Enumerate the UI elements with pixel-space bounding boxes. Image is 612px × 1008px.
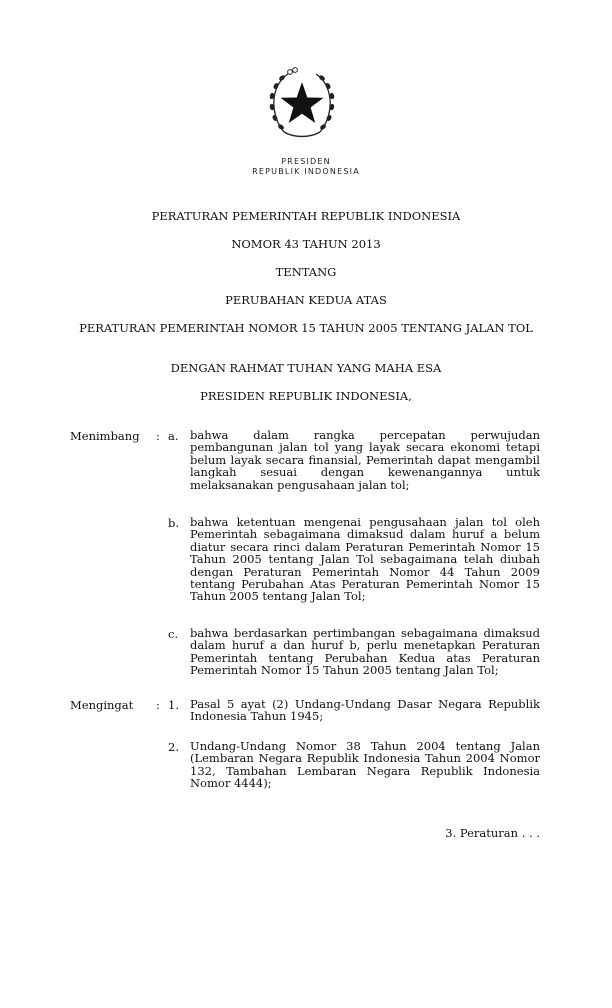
regulation-subject-2: PERATURAN PEMERINTAH NOMOR 15 TAHUN 2005 TENTANG JALAN TOL (79, 321, 533, 335)
regulation-type: PERATURAN PEMERINTAH REPUBLIK INDONESIA (151, 209, 461, 223)
regulation-subject-1: PERUBAHAN KEDUA ATAS (225, 293, 387, 307)
menimbang-item-a-marker: a. (168, 429, 179, 443)
letterhead-republik: REPUBLIK INDONESIA (252, 167, 360, 176)
page-continuation: 3. Peraturan . . . (445, 826, 540, 840)
menimbang-item-b-marker: b. (168, 516, 180, 530)
menimbang-colon: : (156, 429, 160, 443)
menimbang-item-a-text: bahwa dalam rangka percepatan perwujudan pembangunan jalan tol yang layak secara ekonomi tetapi belum layak secara finansial, Pemerintah dapat mengambil langkah sesuai dengan kewenangannya untuk melaksanakan pengusahaan jalan tol; (190, 428, 540, 492)
menimbang-label: Menimbang (70, 429, 140, 443)
mengingat-label: Mengingat (70, 698, 134, 712)
regulation-number: NOMOR 43 TAHUN 2013 (231, 237, 381, 251)
menimbang-item-c-text: bahwa berdasarkan pertimbangan sebagaimana dimaksud dalam huruf a dan huruf b, perlu menetapkan Peraturan Pemerintah tentang Perubahan Kedua atas Peraturan Pemerintah Nomor 15 Tahun 2005 tentang Jalan Tol; (190, 626, 540, 678)
preamble-president: PRESIDEN REPUBLIK INDONESIA, (200, 389, 412, 403)
letterhead-presiden: PRESIDEN (281, 157, 331, 166)
mengingat-item-2-text: Undang-Undang Nomor 38 Tahun 2004 tentang Jalan (Lembaran Negara Republik Indonesia Tahun 2004 Nomor 132, Tambahan Lembaran Negara Republik Indonesia Nomor 4444); (190, 739, 540, 791)
menimbang-item-c-marker: c. (168, 627, 179, 641)
mengingat-item-2-marker: 2. (168, 740, 179, 754)
menimbang-item-b-text: bahwa ketentuan mengenai pengusahaan jalan tol oleh Pemerintah sebagaimana dimaksud dalam huruf a belum diatur secara rinci dalam Peraturan Pemerintah Nomor 15 Tahun 2005 tentang Jalan Tol sebagaimana telah diubah dengan Peraturan Pemerintah Nomor 44 Tahun 2009 tentang Perubahan Atas Peraturan Pemerintah Nomor 15 Tahun 2005 tentang Jalan Tol; (190, 515, 540, 604)
garuda-star-emblem-icon (262, 66, 342, 142)
regulation-tentang: TENTANG (275, 265, 337, 279)
mengingat-item-1-text: Pasal 5 ayat (2) Undang-Undang Dasar Negara Republik Indonesia Tahun 1945; (190, 697, 540, 724)
mengingat-item-1-marker: 1. (168, 698, 179, 712)
preamble-invocation: DENGAN RAHMAT TUHAN YANG MAHA ESA (170, 361, 442, 375)
mengingat-colon: : (156, 698, 160, 712)
